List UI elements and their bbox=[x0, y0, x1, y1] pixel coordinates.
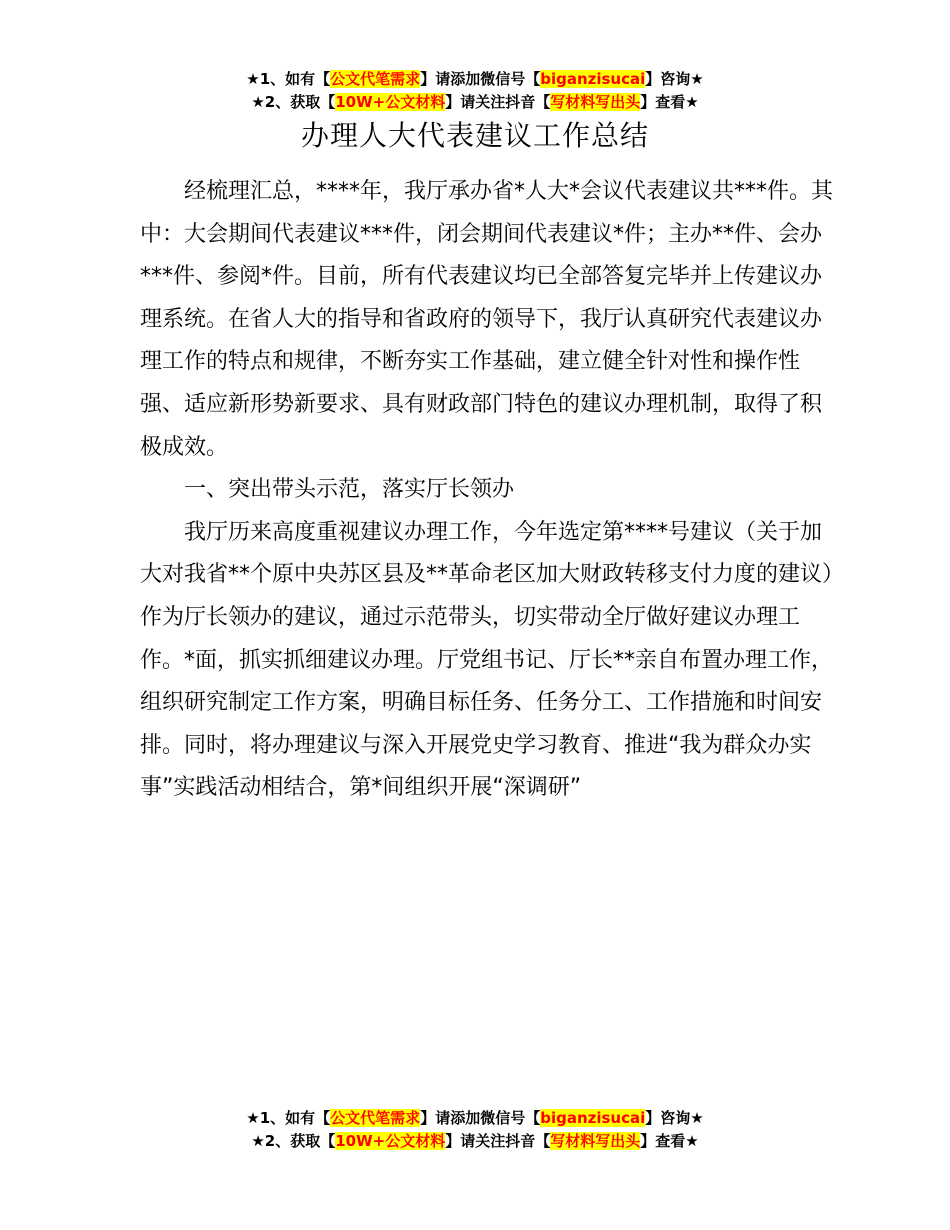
footer-banner bbox=[0, 1107, 950, 1153]
banner-text: 】咨询★ bbox=[645, 1109, 704, 1127]
banner-text: ★2、获取【 bbox=[251, 1132, 336, 1150]
document-title: 办理人大代表建议工作总结 bbox=[300, 119, 649, 152]
banner-text: ★1、如有【 bbox=[246, 70, 331, 88]
highlight-douyin-account: 写材料写出头 bbox=[550, 93, 641, 111]
footer-banner-line-1 bbox=[0, 1107, 950, 1130]
highlight-wechat-id: biganzisucai bbox=[540, 1109, 646, 1127]
paragraph-summary: 经梳理汇总，****年，我厅承办省*人大*会议代表建议共***件。其中：大会期间代表建议***件，闭会期间代表建议*件；主办**件、会办***件、参阅*件。目前，所有代表建议均已全部答复完毕并上传建议办理系统。在省人大的指导和省政府的领导下，我厅认真研究代表建议办理工作的特点和规律，不断夯实工作基础，建立健全针对性和操作性强、适应新形势新要求、具有财政部门特色的建议办理机制，取得了积极成效。 bbox=[140, 179, 834, 460]
document-body bbox=[140, 171, 840, 810]
section-heading-1: 一、突出带头示范，落实厅长领办 bbox=[184, 477, 515, 503]
highlight-douyin-account: 写材料写出头 bbox=[550, 1132, 641, 1150]
highlight-materials: 10W+公文材料 bbox=[335, 93, 446, 111]
highlight-ghostwriting: 公文代笔需求 bbox=[330, 70, 421, 88]
banner-text: 】咨询★ bbox=[645, 70, 704, 88]
banner-text: 】请添加微信号【 bbox=[420, 1109, 541, 1127]
banner-text: 】请添加微信号【 bbox=[420, 70, 541, 88]
header-banner-line-1 bbox=[0, 68, 950, 91]
paragraph-section-1: 我厅历来高度重视建议办理工作，今年选定第****号建议（关于加大对我省**个原中央苏区县及**革命老区加大财政转移支付力度的建议）作为厅长领办的建议，通过示范带头，切实带动全厅做好建议办理工作。*面，抓实抓细建议办理。厅党组书记、厅长**亲自布置办理工作，组织研究制定工作方案，明确目标任务、任务分工、工作措施和时间安排。同时，将办理建议与深入开展党史学习教育、推进“我为群众办实事”实践活动相结合，第*间组织开展“深调研” bbox=[140, 519, 834, 801]
highlight-materials: 10W+公文材料 bbox=[335, 1132, 446, 1150]
header-banner-line-2 bbox=[0, 91, 950, 114]
banner-text: ★1、如有【 bbox=[246, 1109, 331, 1127]
footer-banner-line-2 bbox=[0, 1130, 950, 1153]
header-banner bbox=[0, 68, 950, 114]
banner-text: ★2、获取【 bbox=[251, 93, 336, 111]
banner-text: 】查看★ bbox=[640, 1132, 699, 1150]
banner-text: 】请关注抖音【 bbox=[445, 1132, 551, 1150]
banner-text: 】请关注抖音【 bbox=[445, 93, 551, 111]
banner-text: 】查看★ bbox=[640, 93, 699, 111]
highlight-ghostwriting: 公文代笔需求 bbox=[330, 1109, 421, 1127]
highlight-wechat-id: biganzisucai bbox=[540, 70, 646, 88]
